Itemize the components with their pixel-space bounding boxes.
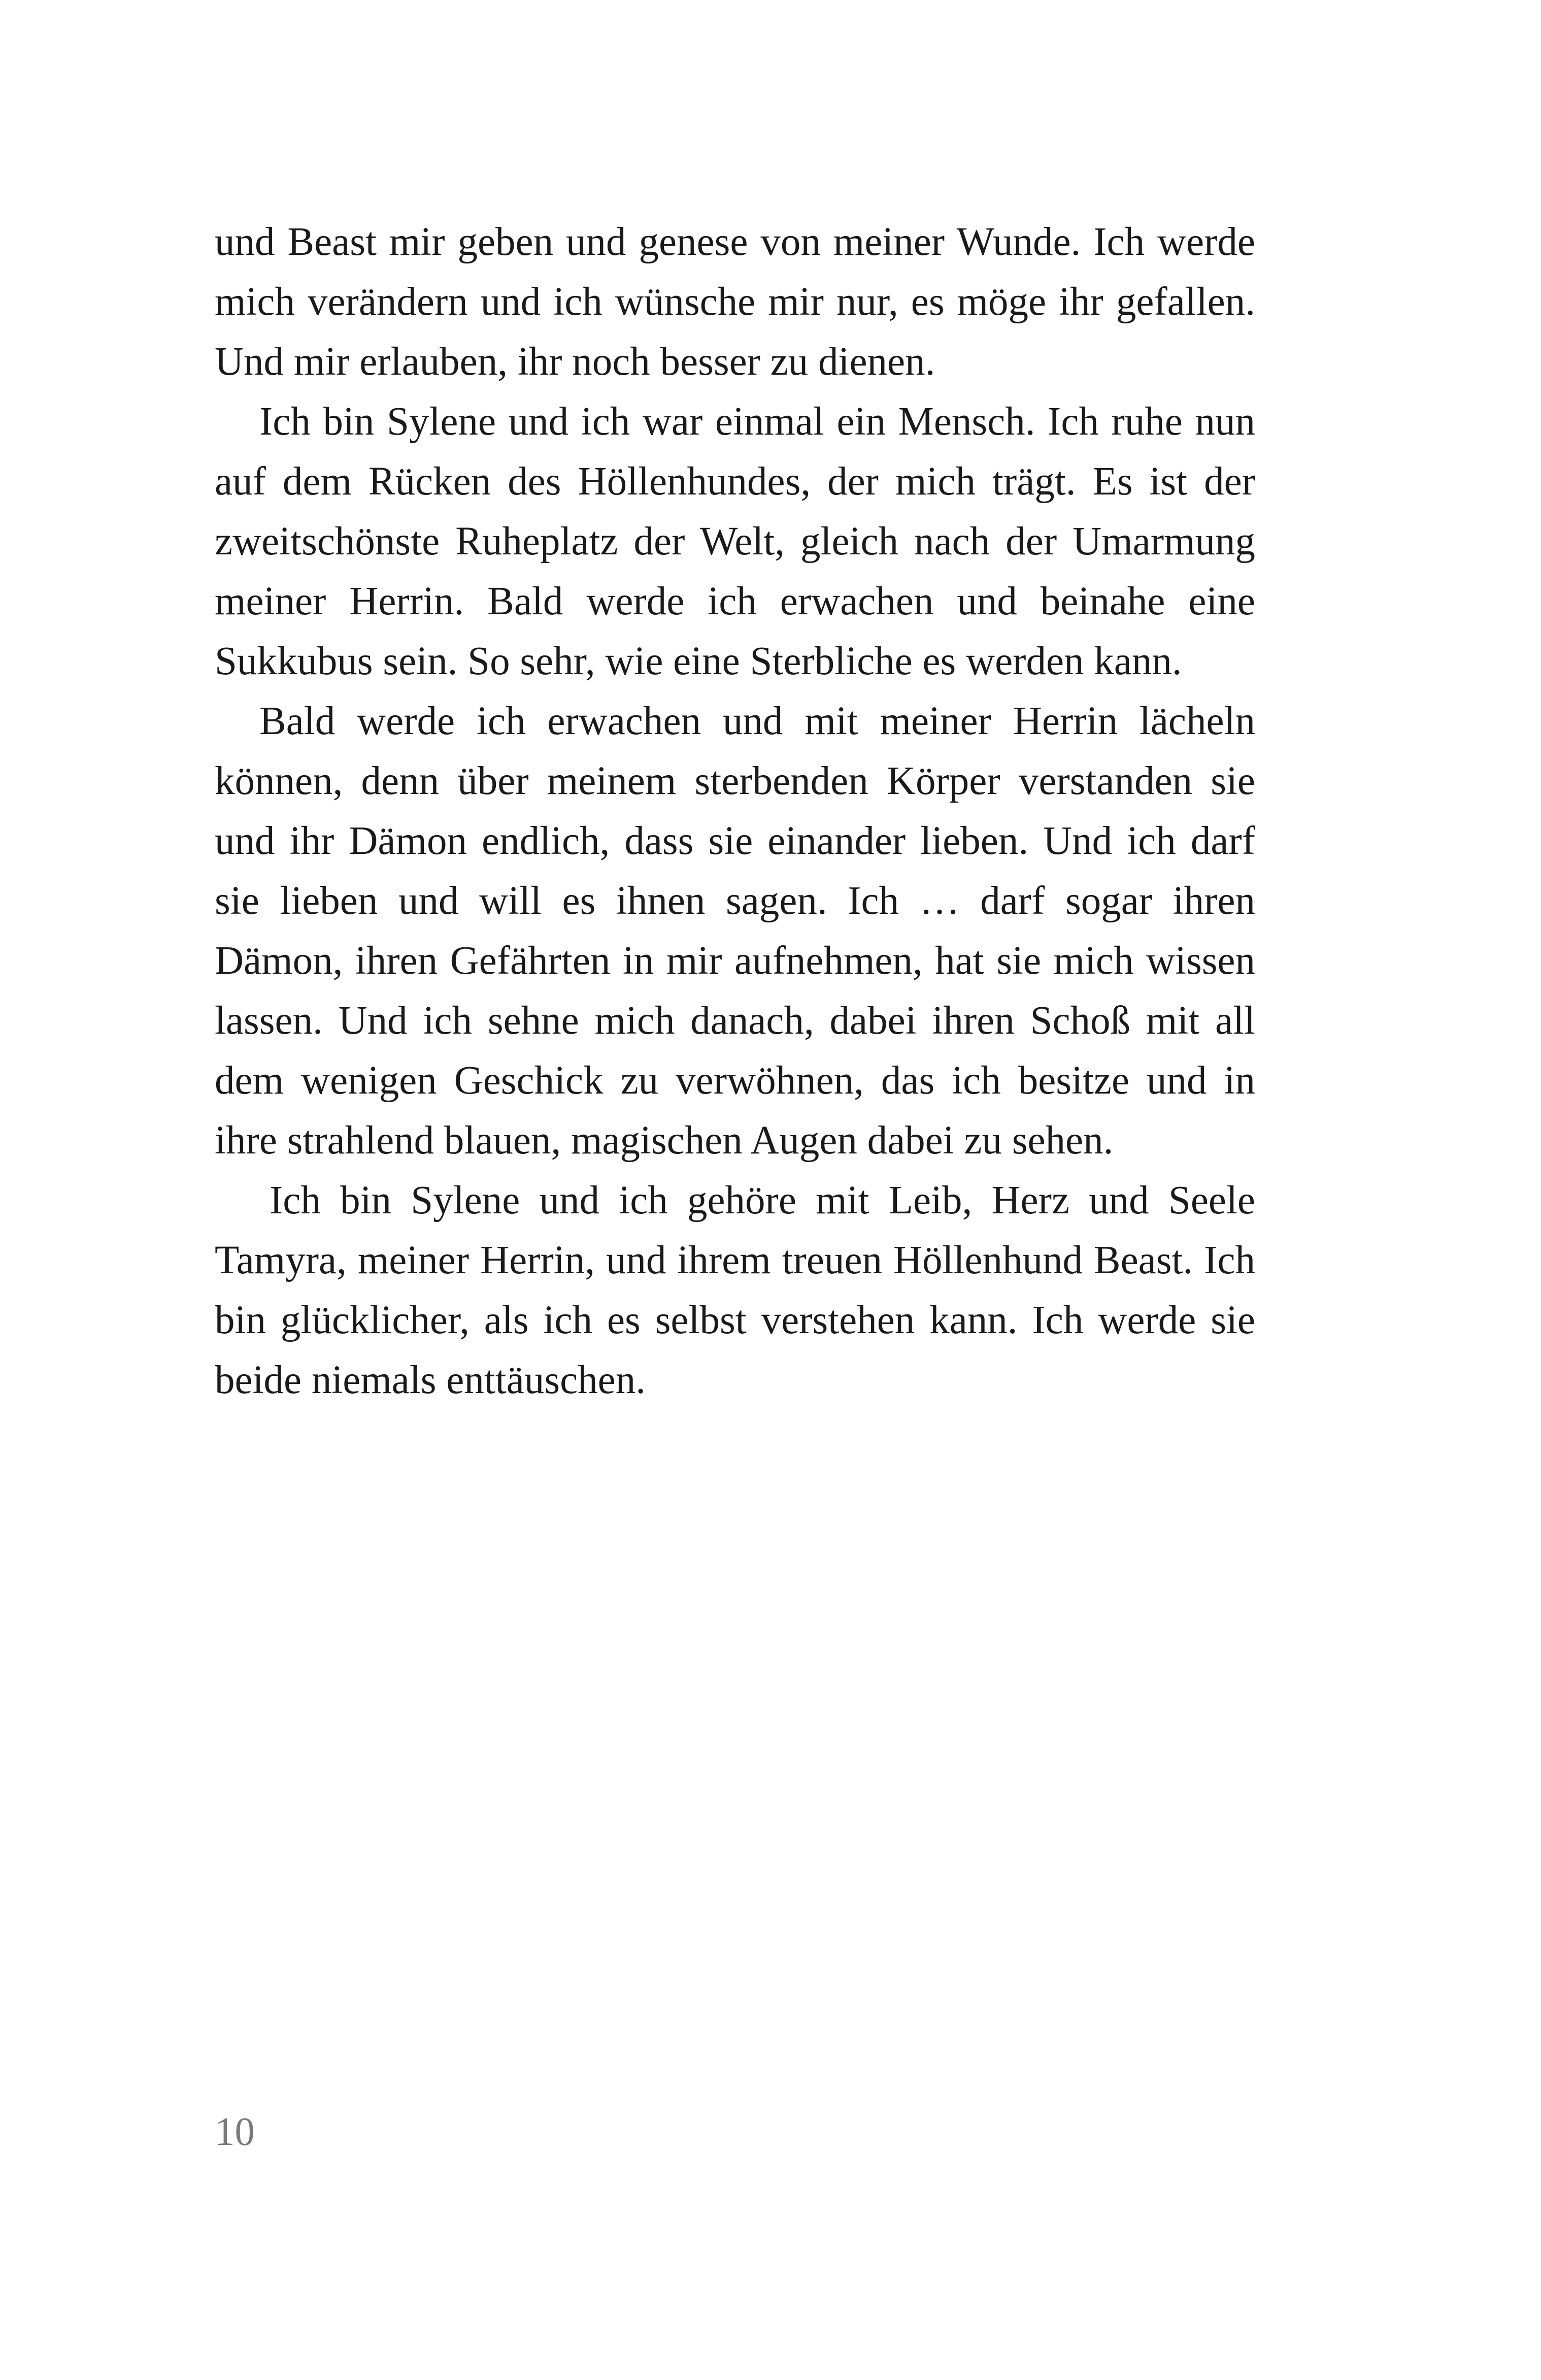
page-number: 10 — [215, 2110, 255, 2154]
paragraph: Bald werde ich erwachen und mit meiner Herrin lächeln können, denn über meinem sterbenden Körper verstanden sie und ihr Dämon endlich, dass sie einander lieben. Und ich darf sie lieben und will es ihnen sagen. Ich … darf sogar ihren Dämon, ihren Gefährten in mir aufnehmen, hat sie mich wissen lassen. Und ich sehne mich danach, dabei ihren Schoß mit all dem wenigen Geschick zu verwöhnen, das ich besitze und in ihre strahlend blauen, magischen Augen dabei zu sehen. — [215, 699, 1255, 1163]
paragraph-continuation: und Beast mir geben und genese von meiner Wunde. Ich werde mich verändern und ich wünsche mir nur, es möge ihr gefallen. Und mir erlauben, ihr noch besser zu dienen. — [215, 220, 1255, 384]
paragraph: Ich bin Sylene und ich war einmal ein Mensch. Ich ruhe nun auf dem Rücken des Höllenhundes, der mich trägt. Es ist der zweitschönste Ruheplatz der Welt, gleich nach der Umarmung meiner Herrin. Bald werde ich erwachen und beinahe eine Sukkubus sein. So sehr, wie eine Sterbliche es werden kann. — [215, 400, 1255, 683]
body-text — [215, 212, 1255, 1410]
paragraph: Ich bin Sylene und ich gehöre mit Leib, Herz und Seele Tamyra, meiner Herrin, und ihrem treuen Höllenhund Beast. Ich bin glücklicher, als ich es selbst verstehen kann. Ich werde sie beide niemals enttäuschen. — [215, 1178, 1255, 1402]
